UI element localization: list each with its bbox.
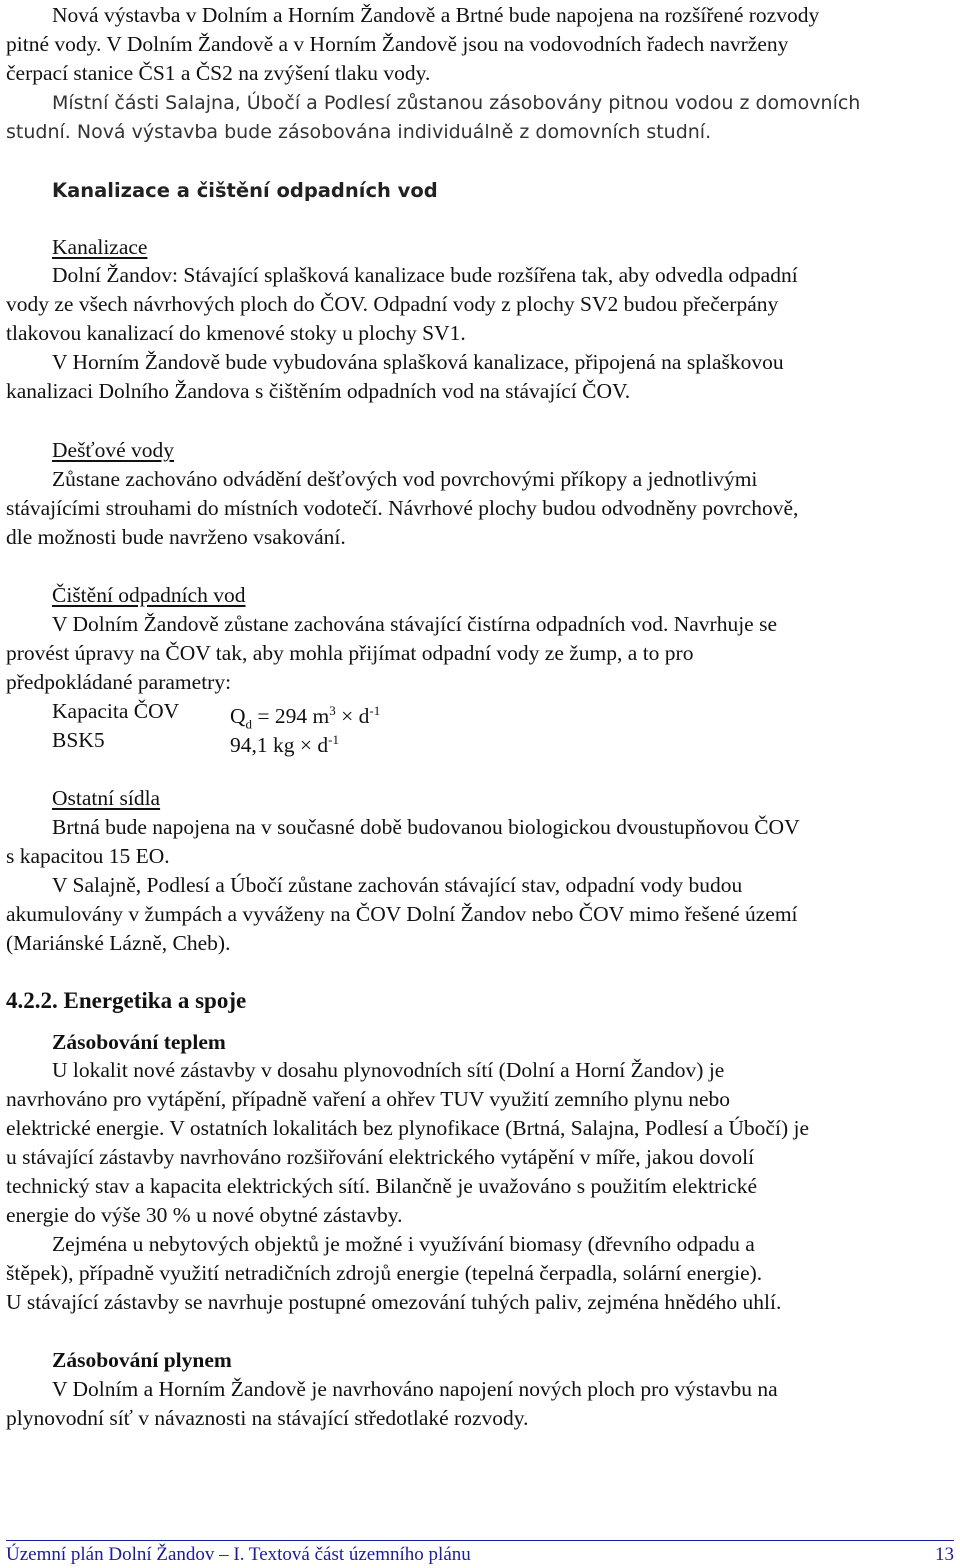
param-number: 94,1 kg × d	[230, 733, 329, 758]
paragraph-line: energie do výše 30 % u nové obytné zástavby.	[6, 1203, 403, 1227]
paragraph-line: Dolní Žandov: Stávající splašková kanalizace bude rozšířena tak, aby odvedla odpadní	[52, 263, 798, 287]
paragraph-line: V Salajně, Podlesí a Úbočí zůstane zachován stávající stav, odpadní vody budou	[52, 873, 743, 897]
paragraph-line: dle možnosti bude navrženo vsakování.	[6, 525, 346, 549]
paragraph-line: provést úpravy na ČOV tak, aby mohla přijímat odpadní vody ze žump, a to pro	[6, 641, 694, 665]
param-superscript: 3	[329, 703, 336, 718]
section-heading: Kanalizace a čištění odpadních vod	[52, 179, 438, 202]
parameter-label: BSK5	[52, 728, 105, 752]
paragraph-line: štěpek), případně využití netradičních zdrojů energie (tepelná čerpadla, solární energie).	[6, 1261, 763, 1285]
paragraph-line: akumulovány v žumpách a vyváženy na ČOV Dolní Žandov nebo ČOV mimo řešené území	[6, 902, 798, 926]
paragraph-line: plynovodní síť v návaznosti na stávající středotlaké rozvody.	[6, 1406, 529, 1430]
paragraph-line: V Dolním a Horním Žandově je navrhováno napojení nových ploch pro výstavbu na	[52, 1377, 778, 1401]
paragraph-line: U stávající zástavby se navrhuje postupné omezování tuhých paliv, zejména hnědého uhlí.	[6, 1290, 782, 1314]
paragraph-line: stávajícími strouhami do místních vodotečí. Návrhové plochy budou odvodněny povrchově,	[6, 496, 799, 520]
paragraph-line: Zejména u nebytových objektů je možné i využívání biomasy (dřevního odpadu a	[52, 1232, 755, 1256]
subsection-title: Dešťové vody	[52, 438, 175, 462]
subsection-title: Kanalizace	[52, 235, 148, 259]
paragraph-line: pitné vody. V Dolním Žandově a v Horním Žandově jsou na vodovodních řadech navrženy	[6, 32, 789, 56]
paragraph-line: vody ze všech návrhových ploch do ČOV. Odpadní vody z plochy SV2 budou přečerpány	[6, 292, 779, 316]
param-superscript: -1	[328, 732, 339, 747]
param-unit: × d	[335, 704, 370, 729]
paragraph-line: Nová výstavba v Dolním a Horním Žandově a Brtné bude napojena na rozšířené rozvody	[52, 3, 820, 27]
paragraph-line: tlakovou kanalizací do kmenové stoky u plochy SV1.	[6, 321, 466, 345]
subsection-title: Čištění odpadních vod	[52, 583, 246, 607]
paragraph-line: Brtná bude napojena na v současné době budovanou biologickou dvoustupňovou ČOV	[52, 815, 800, 839]
subsection-title: Zásobování plynem	[52, 1348, 232, 1372]
paragraph-line: (Mariánské Lázně, Cheb).	[6, 931, 231, 955]
paragraph-line: čerpací stanice ČS1 a ČS2 na zvýšení tlaku vody.	[6, 61, 431, 85]
paragraph-line: elektrické energie. V ostatních lokalitách bez plynofikace (Brtná, Salajna, Podlesí a Úbočí) je	[6, 1116, 809, 1140]
param-symbol: Q	[230, 704, 246, 729]
param-subscript: d	[245, 716, 253, 732]
parameter-value	[230, 728, 339, 757]
page-number: 13	[935, 1544, 954, 1565]
paragraph-line: V Horním Žandově bude vybudována splašková kanalizace, připojená na splaškovou	[52, 350, 784, 374]
paragraph-line: studní. Nová výstavba bude zásobována individuálně z domovních studní.	[6, 121, 712, 143]
paragraph-line: technický stav a kapacita elektrických sítí. Bilančně je uvažováno s použitím elektrické	[6, 1174, 758, 1198]
subsection-title: Ostatní sídla	[52, 786, 161, 810]
paragraph-line: předpokládané parametry:	[6, 670, 232, 694]
subsection-title: Zásobování teplem	[52, 1030, 226, 1054]
param-number: = 294 m	[252, 704, 330, 729]
paragraph-line: s kapacitou 15 EO.	[6, 844, 170, 868]
paragraph-line: Místní části Salajna, Úbočí a Podlesí zůstanou zásobovány pitnou vodou z domovních	[52, 92, 861, 114]
paragraph-line: kanalizaci Dolního Žandova s čištěním odpadních vod na stávající ČOV.	[6, 379, 631, 403]
footer-divider	[6, 1540, 954, 1541]
footer-title: Územní plán Dolní Žandov – I. Textová část územního plánu	[6, 1544, 471, 1565]
param-superscript: -1	[369, 703, 381, 718]
parameter-label: Kapacita ČOV	[52, 699, 180, 723]
paragraph-line: V Dolním Žandově zůstane zachována stávající čistírna odpadních vod. Navrhuje se	[52, 612, 777, 636]
chapter-heading: 4.2.2. Energetika a spoje	[6, 988, 247, 1013]
paragraph-line: Zůstane zachováno odvádění dešťových vod povrchovými příkopy a jednotlivými	[52, 467, 758, 491]
paragraph-line: u stávající zástavby navrhováno rozšiřování elektrického vytápění v míře, jakou dovolí	[6, 1145, 755, 1169]
paragraph-line: U lokalit nové zástavby v dosahu plynovodních sítí (Dolní a Horní Žandov) je	[52, 1058, 725, 1082]
paragraph-line: navrhováno pro vytápění, případně vaření a ohřev TUV využití zemního plynu nebo	[6, 1087, 731, 1111]
